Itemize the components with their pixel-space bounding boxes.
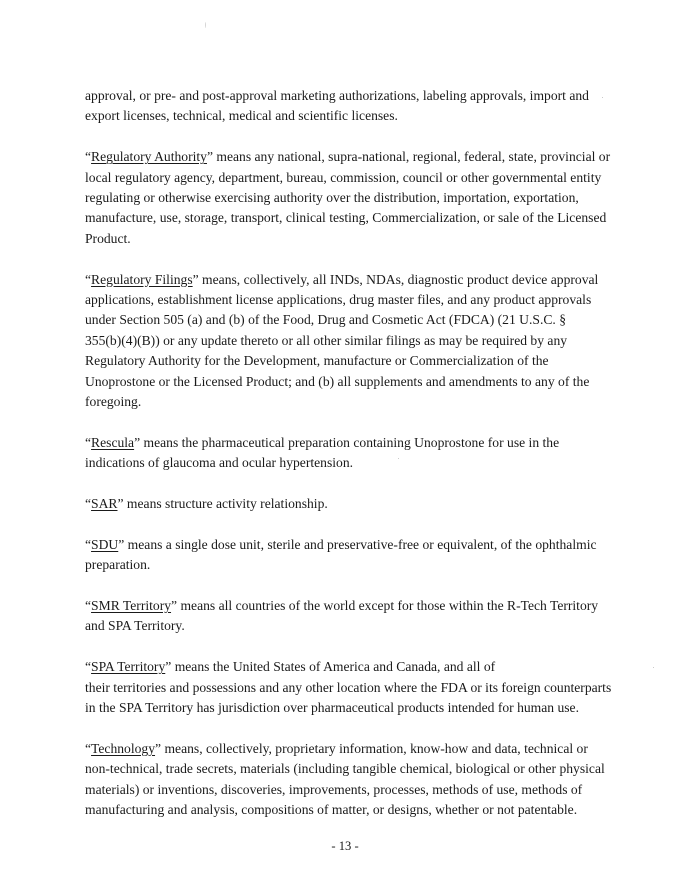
definition-paragraph <box>85 739 620 821</box>
paragraph-line: ” means, collectively, all INDs, NDAs, diagnostic product device approval <box>192 271 599 287</box>
paragraph-line: under Section 505 (a) and (b) of the Food, Drug and Cosmetic Act (FDCA) (21 U.S.C. § <box>85 312 566 328</box>
defined-term: SAR <box>91 496 118 512</box>
paragraph-line: ” means the pharmaceutical preparation containing Unoprostone for use in the <box>134 434 560 450</box>
paragraph-line: foregoing. <box>85 394 142 410</box>
definition-paragraph <box>85 147 620 249</box>
paragraph-line: ” means all countries of the world except for those within the R-Tech Territory <box>171 598 599 614</box>
open-quote: “ <box>85 740 92 756</box>
paragraph-line: regulating or otherwise exercising authority over the distribution, importation, exportation, <box>85 190 579 206</box>
scan-speck <box>205 22 206 28</box>
scan-speck <box>653 667 654 668</box>
paragraph-line: 355(b)(4)(B)) or any update thereto or all other similar filings as may be required by any <box>85 332 568 348</box>
open-quote: “ <box>85 659 92 675</box>
paragraph-line: ” means any national, supra-national, regional, federal, state, provincial or <box>206 149 611 165</box>
paragraph-line: ” means the United States of America and Canada, and all of <box>165 659 496 675</box>
paragraph-line: manufacturing and analysis, compositions of matter, or designs, whether or not patentable. <box>85 802 578 818</box>
paragraph-line: and SPA Territory. <box>85 618 185 634</box>
paragraph-line: materials) or inventions, discoveries, improvements, processes, methods of use, methods of <box>85 781 583 797</box>
defined-term: Rescula <box>91 434 135 450</box>
page-number: - 13 - <box>331 839 359 853</box>
open-quote: “ <box>85 271 92 287</box>
defined-term: SMR Territory <box>91 598 172 614</box>
paragraph-line: ” means structure activity relationship. <box>117 496 328 512</box>
open-quote: “ <box>85 149 92 165</box>
paragraph-line: preparation. <box>85 557 151 573</box>
open-quote: “ <box>85 536 92 552</box>
paragraph-line: their territories and possessions and any other location where the FDA or its foreign counterparts <box>85 679 612 695</box>
defined-term: Regulatory Filings <box>91 271 193 287</box>
paragraph-line: non-technical, trade secrets, materials (including tangible chemical, biological or other physical <box>85 761 605 777</box>
open-quote: “ <box>85 496 92 512</box>
defined-term: Technology <box>91 740 156 756</box>
paragraph-line: export licenses, technical, medical and scientific licenses. <box>85 108 398 124</box>
continuation-paragraph <box>85 86 620 127</box>
paragraph-line: applications, establishment license applications, drug master files, and any product approvals <box>85 292 592 308</box>
scan-speck <box>398 458 399 459</box>
paragraph-line: manufacture, use, storage, transport, clinical testing, Commercialization, or sale of the Licensed <box>85 210 607 226</box>
paragraph-line: in the SPA Territory has jurisdiction over pharmaceutical products intended for human use. <box>85 700 579 716</box>
paragraph-line: indications of glaucoma and ocular hypertension. <box>85 455 354 471</box>
paragraph-line: ” means a single dose unit, sterile and preservative-free or equivalent, of the ophthalmic <box>118 536 597 552</box>
paragraph-line: Regulatory Authority for the Development, manufacture or Commercialization of the <box>85 353 549 369</box>
definition-paragraph <box>85 270 620 413</box>
document-body <box>85 86 620 841</box>
paragraph-line: ” means, collectively, proprietary information, know-how and data, technical or <box>155 740 588 756</box>
open-quote: “ <box>85 434 92 450</box>
definition-paragraph <box>85 433 620 474</box>
definition-paragraph <box>85 657 620 718</box>
paragraph-line: Unoprostone or the Licensed Product; and (b) all supplements and amendments to any of the <box>85 373 590 389</box>
paragraph-line: Product. <box>85 230 131 246</box>
open-quote: “ <box>85 598 92 614</box>
definition-paragraph <box>85 596 620 637</box>
defined-term: SDU <box>91 536 119 552</box>
definition-paragraph <box>85 494 620 514</box>
paragraph-line: approval, or pre- and post-approval marketing authorizations, labeling approvals, import and <box>85 88 589 103</box>
paragraph-line: local regulatory agency, department, bureau, commission, council or other governmental entity <box>85 169 602 185</box>
defined-term: SPA Territory <box>91 659 166 675</box>
definition-paragraph <box>85 535 620 576</box>
defined-term: Regulatory Authority <box>91 149 207 165</box>
scan-speck <box>602 97 603 98</box>
